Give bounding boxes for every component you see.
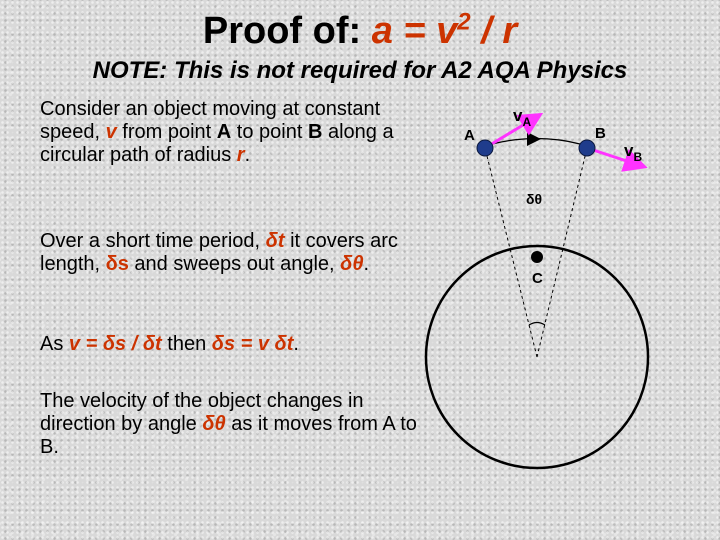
- text: it covers arc length,: [40, 230, 398, 275]
- label-c: C: [532, 270, 543, 287]
- text: Over a short time period,: [40, 230, 266, 252]
- symbol-delta-t: δt: [265, 230, 285, 252]
- title-formula: [372, 10, 517, 52]
- text: .: [363, 253, 370, 275]
- text: from point: [116, 121, 217, 143]
- formula-exponent: 2: [457, 8, 471, 36]
- paragraph-short-time: [40, 230, 420, 276]
- label-a: A: [464, 127, 475, 144]
- note-text: NOTE: This is not required for A2 AQA Physics: [92, 57, 628, 84]
- label-delta-theta: δθ: [526, 191, 543, 207]
- center-point: [531, 251, 543, 263]
- text: to point: [231, 121, 308, 143]
- title-prefix: Proof of:: [202, 10, 372, 52]
- text: along a circular path of radius: [40, 121, 394, 166]
- symbol-r: r: [236, 144, 245, 166]
- label-vb-sub: B: [633, 150, 643, 164]
- text: .: [244, 144, 251, 166]
- formula-lhs: a = v: [371, 10, 458, 52]
- paragraph-equation: [40, 333, 420, 356]
- symbol-delta-theta: δθ: [340, 253, 364, 275]
- point-b: [579, 140, 595, 156]
- text: The velocity of the object changes in direction by angle: [40, 390, 364, 435]
- label-va-sub: A: [522, 115, 532, 129]
- angle-arc: [529, 323, 545, 326]
- text: then: [161, 333, 212, 355]
- point-a: [477, 140, 493, 156]
- label-va: [513, 106, 531, 129]
- equation-v: v = δs / δt: [68, 333, 162, 355]
- text: Consider an object moving at constant speed,: [40, 98, 381, 143]
- equation-ds: δs = v δt: [211, 333, 294, 355]
- symbol-v: v: [105, 121, 117, 143]
- symbol-delta-theta: δθ: [202, 413, 226, 435]
- arc-direction-arrow: [527, 132, 541, 146]
- label-va-main: v: [513, 106, 523, 125]
- symbol-delta-s: δs: [105, 253, 129, 275]
- text: As: [40, 333, 69, 355]
- label-vb-main: v: [624, 141, 634, 160]
- label-b: B: [595, 125, 606, 142]
- radius-line-a: [485, 148, 537, 357]
- formula-rhs: / r: [470, 10, 518, 52]
- paragraph-velocity-change: [40, 390, 420, 459]
- label-point-b: B: [307, 121, 323, 143]
- paragraph-consider: [40, 98, 420, 167]
- slide-title: [0, 8, 720, 54]
- radius-line-b: [537, 148, 587, 357]
- text: and sweeps out angle,: [128, 253, 341, 275]
- label-point-a: A: [216, 121, 232, 143]
- text: .: [293, 333, 299, 355]
- circular-motion-diagram: [420, 100, 720, 540]
- text: as it moves from A to B.: [40, 413, 417, 458]
